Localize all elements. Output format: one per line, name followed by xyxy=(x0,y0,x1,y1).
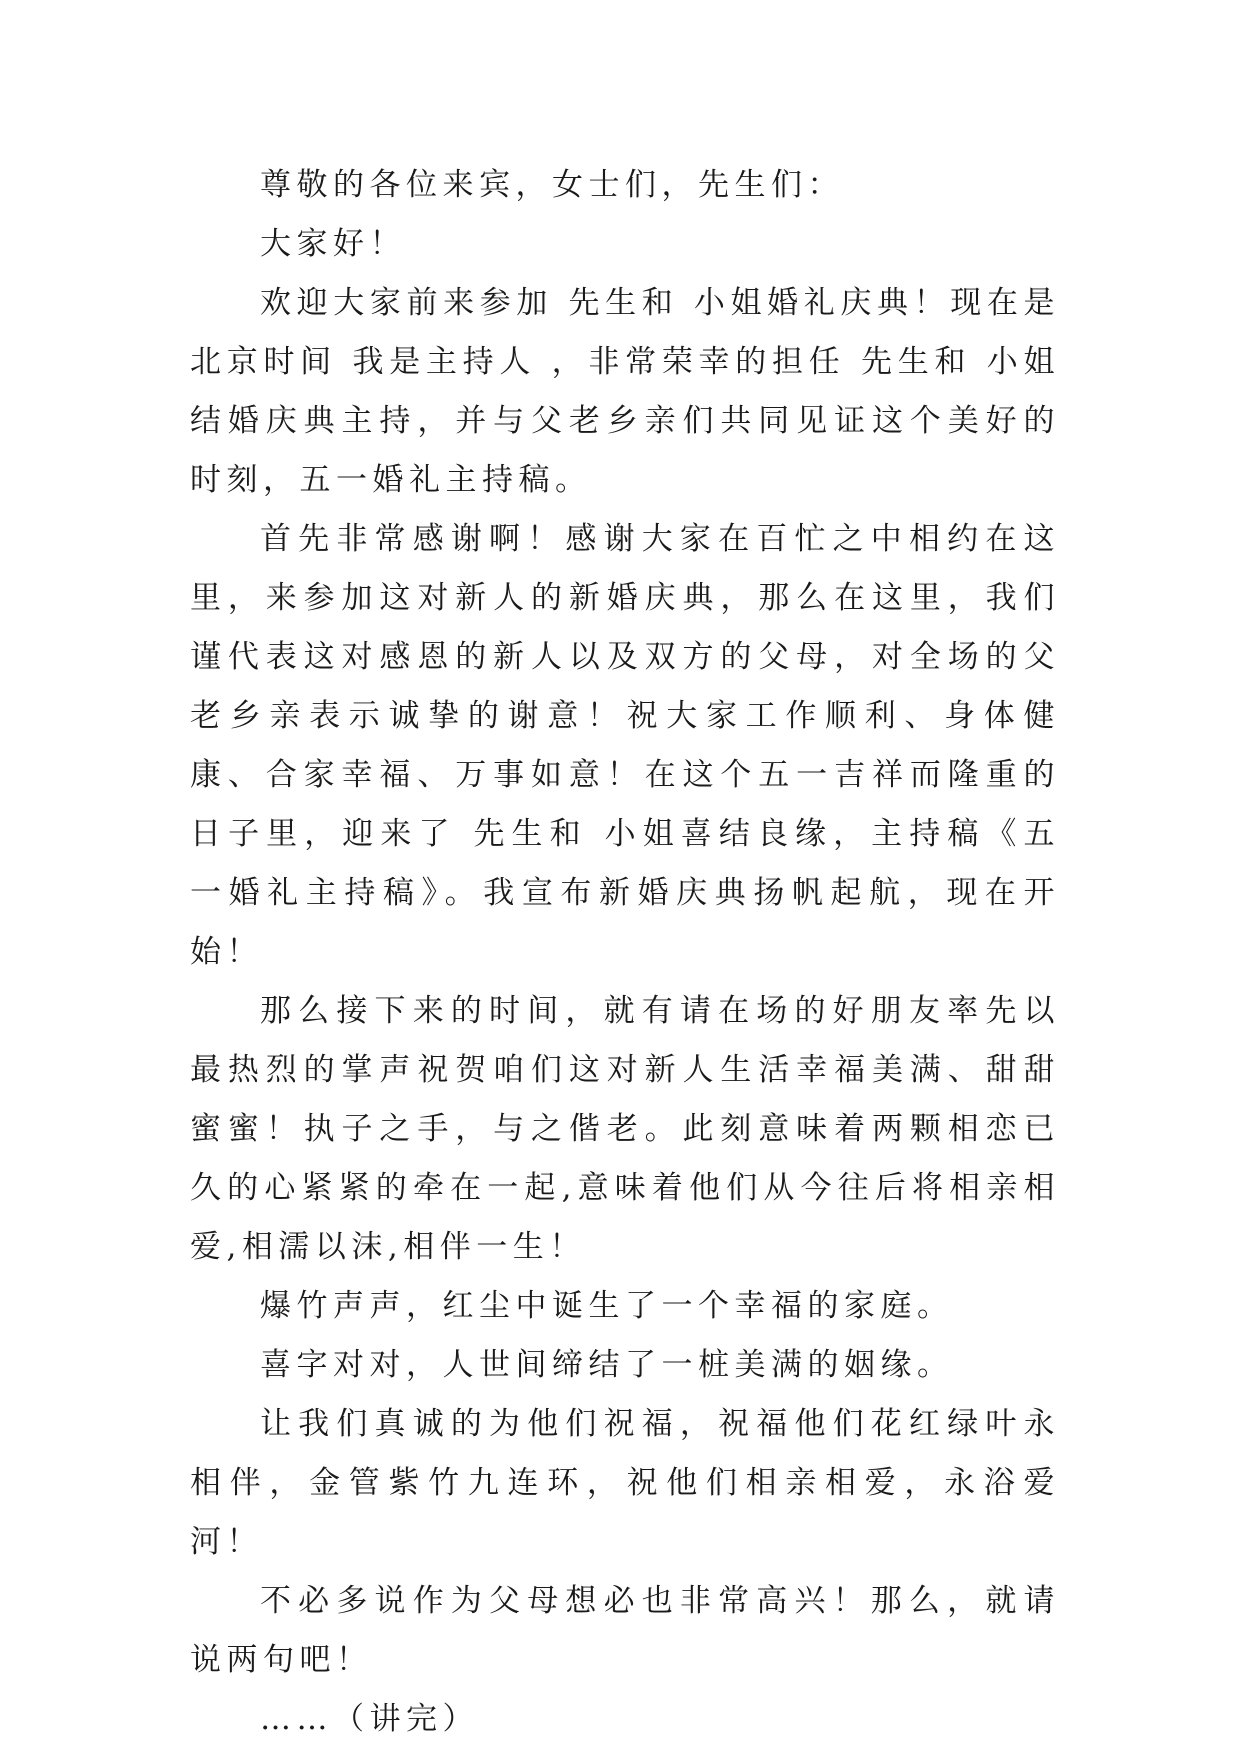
paragraph-double-happiness: 喜字对对，人世间缔结了一桩美满的姻缘。 xyxy=(260,1347,954,1383)
paragraph-ending: ……（讲完） xyxy=(260,1701,479,1737)
paragraph-hello: 大家好！ xyxy=(260,226,406,262)
document-body xyxy=(190,156,1060,1749)
paragraph-firecrackers: 爆竹声声，红尘中诞生了一个幸福的家庭。 xyxy=(260,1288,954,1324)
paragraph-greeting: 尊敬的各位来宾，女士们，先生们： xyxy=(260,167,844,203)
paragraph-parents: 不必多说作为父母想必也非常高兴！那么，就请说两句吧！ xyxy=(190,1583,1060,1678)
paragraph-welcome: 欢迎大家前来参加 先生和 小姐婚礼庆典！现在是北京时间 我是主持人 ，非常荣幸的担任 先生和 小姐结婚庆典主持，并与父老乡亲们共同见证这个美好的时刻，五一婚礼主持稿。 xyxy=(190,285,1060,498)
paragraph-thanks: 首先非常感谢啊！感谢大家在百忙之中相约在这里，来参加这对新人的新婚庆典，那么在这里，我们谨代表这对感恩的新人以及双方的父母，对全场的父老乡亲表示诚挚的谢意！祝大家工作顺利、身体健康、合家幸福、万事如意！在这个五一吉祥而隆重的日子里，迎来了 先生和 小姐喜结良缘，主持稿《五一婚礼主持稿》。我宣布新婚庆典扬帆起航，现在开始！ xyxy=(190,521,1060,970)
paragraph-applause: 那么接下来的时间，就有请在场的好朋友率先以最热烈的掌声祝贺咱们这对新人生活幸福美满、甜甜蜜蜜！执子之手，与之偕老。此刻意味着两颗相恋已久的心紧紧的牵在一起,意味着他们从今往后将相亲相爱,相濡以沫,相伴一生！ xyxy=(190,993,1060,1265)
paragraph-blessing: 让我们真诚的为他们祝福，祝福他们花红绿叶永相伴，金管紫竹九连环，祝他们相亲相爱，永浴爱河！ xyxy=(190,1406,1060,1560)
